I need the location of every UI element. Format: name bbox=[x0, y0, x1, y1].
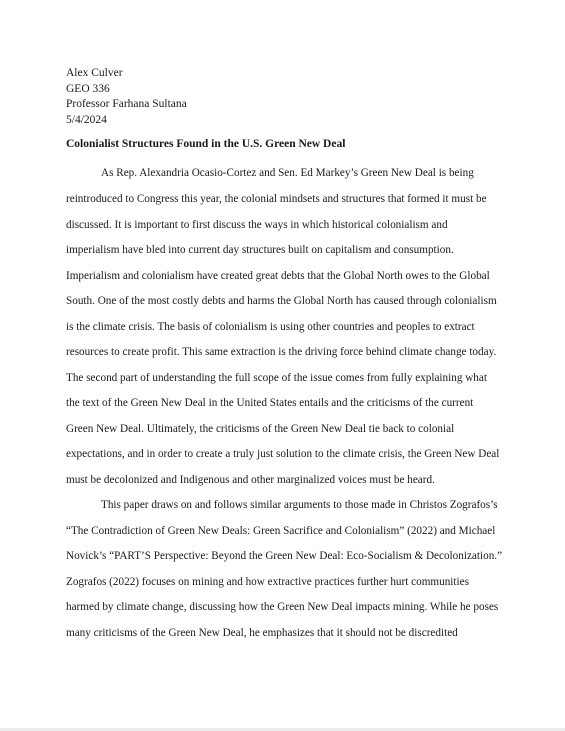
body-line: is the climate crisis. The basis of colonialism is using other countries and peoples to extract bbox=[66, 321, 475, 333]
body-line: reintroduced to Congress this year, the colonial mindsets and structures that formed it must be bbox=[66, 193, 487, 205]
body-line: As Rep. Alexandria Ocasio-Cortez and Sen. Ed Markey’s Green New Deal is being bbox=[101, 167, 474, 179]
body-line: expectations, and in order to create a truly just solution to the climate crisis, the Green New Deal bbox=[66, 448, 500, 460]
body-line: This paper draws on and follows similar arguments to those made in Christos Zografos’s bbox=[101, 499, 498, 511]
paper-title: Colonialist Structures Found in the U.S. Green New Deal bbox=[66, 138, 346, 150]
professor-name: Professor Farhana Sultana bbox=[66, 98, 187, 110]
body-line: Green New Deal. Ultimately, the criticisms of the Green New Deal tie back to colonial bbox=[66, 423, 455, 435]
author-name: Alex Culver bbox=[66, 67, 123, 79]
body-line: South. One of the most costly debts and harms the Global North has caused through colonialism bbox=[66, 295, 497, 307]
course-code: GEO 336 bbox=[66, 82, 110, 95]
body-line: Imperialism and colonialism have created great debts that the Global North owes to the Global bbox=[66, 270, 490, 282]
body-line: imperialism have bled into current day structures built on capitalism and consumption. bbox=[66, 244, 454, 256]
body-line: discussed. It is important to first discuss the ways in which historical colonialism and bbox=[66, 219, 448, 231]
body-line: must be decolonized and Indigenous and other marginalized voices must be heard. bbox=[66, 474, 435, 486]
body-line: Zografos (2022) focuses on mining and how extractive practices further hurt communities bbox=[66, 576, 469, 588]
paper-date: 5/4/2024 bbox=[66, 113, 107, 126]
body-line: The second part of understanding the full scope of the issue comes from fully explaining what bbox=[66, 372, 487, 384]
body-line: many criticisms of the Green New Deal, he emphasizes that it should not be discredited bbox=[66, 627, 458, 639]
body-line: “The Contradiction of Green New Deals: Green Sacrifice and Colonialism” (2022) and Michael bbox=[66, 525, 496, 537]
body-line: the text of the Green New Deal in the United States entails and the criticisms of the current bbox=[66, 397, 474, 409]
paper-header bbox=[66, 66, 187, 128]
body-line: resources to create profit. This same extraction is the driving force behind climate change today. bbox=[66, 346, 497, 358]
body-line: harmed by climate change, discussing how the Green New Deal impacts mining. While he poses bbox=[66, 601, 499, 613]
body-line: Novick’s “PART’S Perspective: Beyond the Green New Deal: Eco-Socialism & Decolonization.” bbox=[66, 550, 503, 562]
